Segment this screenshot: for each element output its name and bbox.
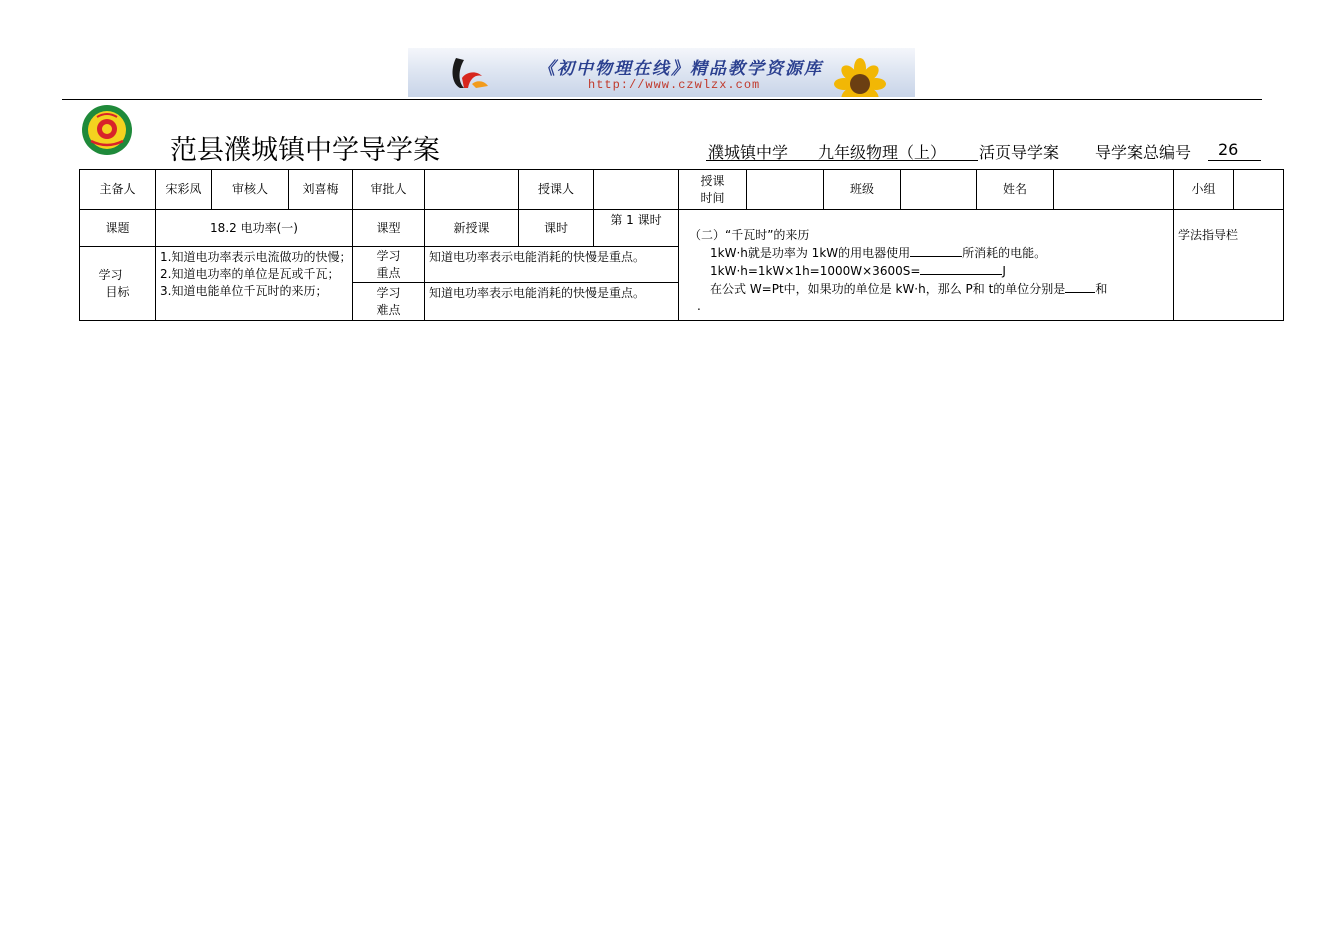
sunflower-icon [828, 56, 892, 97]
reviewer-label: 审核人 [211, 169, 289, 210]
difficulty-text: 知道电功率表示电能消耗的快慢是重点。 [424, 282, 679, 321]
class-label: 班级 [823, 169, 901, 210]
header-underline [706, 160, 978, 161]
name-value [1053, 169, 1174, 210]
time-label-line1: 授课 [700, 173, 725, 188]
objective-item: 3.知道电能单位千瓦时的来历； [160, 284, 328, 298]
key-point-label [352, 246, 425, 283]
type-value: 新授课 [424, 209, 519, 247]
objective-item: 2.知道电功率的单位是瓦或千瓦； [160, 267, 340, 281]
loose-leaf-label: 活页导学案 [979, 143, 1060, 162]
header-rule [62, 99, 1262, 100]
serial-label: 导学案总编号 [1095, 143, 1192, 162]
content-line-3-start: 在公式 W=Pt中，如果功的单位是 kW·h，那么 P和 t的单位分别是 [710, 282, 1066, 296]
answer-blank-3[interactable] [1065, 280, 1095, 293]
teacher-label: 授课人 [518, 169, 594, 210]
key-point-text: 知道电功率表示电能消耗的快慢是重点。 [424, 246, 679, 283]
school-name: 濮城镇中学 [708, 143, 789, 162]
study-guide-column: 学法指导栏 [1173, 209, 1284, 321]
reviewer-value: 刘喜梅 [288, 169, 353, 210]
topic-label: 课题 [79, 209, 156, 247]
class-value [900, 169, 977, 210]
group-value [1233, 169, 1284, 210]
approver-value [424, 169, 519, 210]
topic-value: 18.2 电功率(一) [155, 209, 353, 247]
objectives-label-line2: 目标 [105, 284, 130, 299]
content-line-1-end: 所消耗的电能。 [962, 246, 1047, 260]
period-value: 第 1 课时 [593, 209, 679, 247]
objectives-label-line1: 学习 [98, 267, 123, 282]
answer-blank-1[interactable] [910, 244, 962, 257]
preparer-value: 宋彩凤 [155, 169, 212, 210]
key-point-label-line2: 重点 [376, 265, 401, 280]
content-line-2 [689, 262, 1167, 280]
content-line-1-start: 1kW·h就是功率为 1kW的用电器使用 [710, 246, 911, 260]
name-label: 姓名 [976, 169, 1054, 210]
difficulty-label [352, 282, 425, 321]
serial-underline [1208, 160, 1261, 161]
banner-title: 《初中物理在线》精品教学资源库 [538, 59, 823, 79]
content-heading: （二）“千瓦时”的来历 [689, 228, 810, 242]
content-line-1 [689, 244, 1167, 262]
teacher-value [593, 169, 679, 210]
difficulty-label-line1: 学习 [376, 285, 401, 300]
key-point-label-line1: 学习 [376, 248, 401, 263]
group-label: 小组 [1173, 169, 1234, 210]
time-label [678, 169, 747, 210]
page-title: 范县濮城镇中学导学案 [170, 135, 440, 166]
answer-blank-2[interactable] [920, 262, 1002, 275]
difficulty-label-line2: 难点 [376, 302, 401, 317]
content-line-2-end: J [1002, 264, 1006, 278]
time-value [746, 169, 824, 210]
time-label-line2: 时间 [700, 190, 725, 205]
serial-number: 26 [1218, 140, 1239, 159]
lesson-plan-table [79, 169, 1284, 321]
content-line-2-start: 1kW·h=1kW×1h=1000W×3600S= [710, 264, 921, 278]
banner-logo-icon [446, 54, 490, 92]
content-line-4: . [697, 299, 701, 313]
type-label: 课型 [352, 209, 425, 247]
content-line-3 [689, 280, 1167, 298]
resource-banner [408, 48, 915, 97]
banner-url: http://www.czwlzx.com [588, 78, 761, 92]
school-emblem-icon [81, 103, 133, 157]
objectives-label [79, 246, 156, 321]
content-line-3-end: 和 [1095, 282, 1108, 296]
content-panel [678, 209, 1174, 321]
preparer-label: 主备人 [79, 169, 156, 210]
objectives-list [155, 246, 353, 321]
grade-subject: 九年级物理（上） [818, 143, 947, 162]
approver-label: 审批人 [352, 169, 425, 210]
period-label: 课时 [518, 209, 594, 247]
objective-item: 1.知道电功率表示电流做功的快慢； [160, 250, 352, 264]
